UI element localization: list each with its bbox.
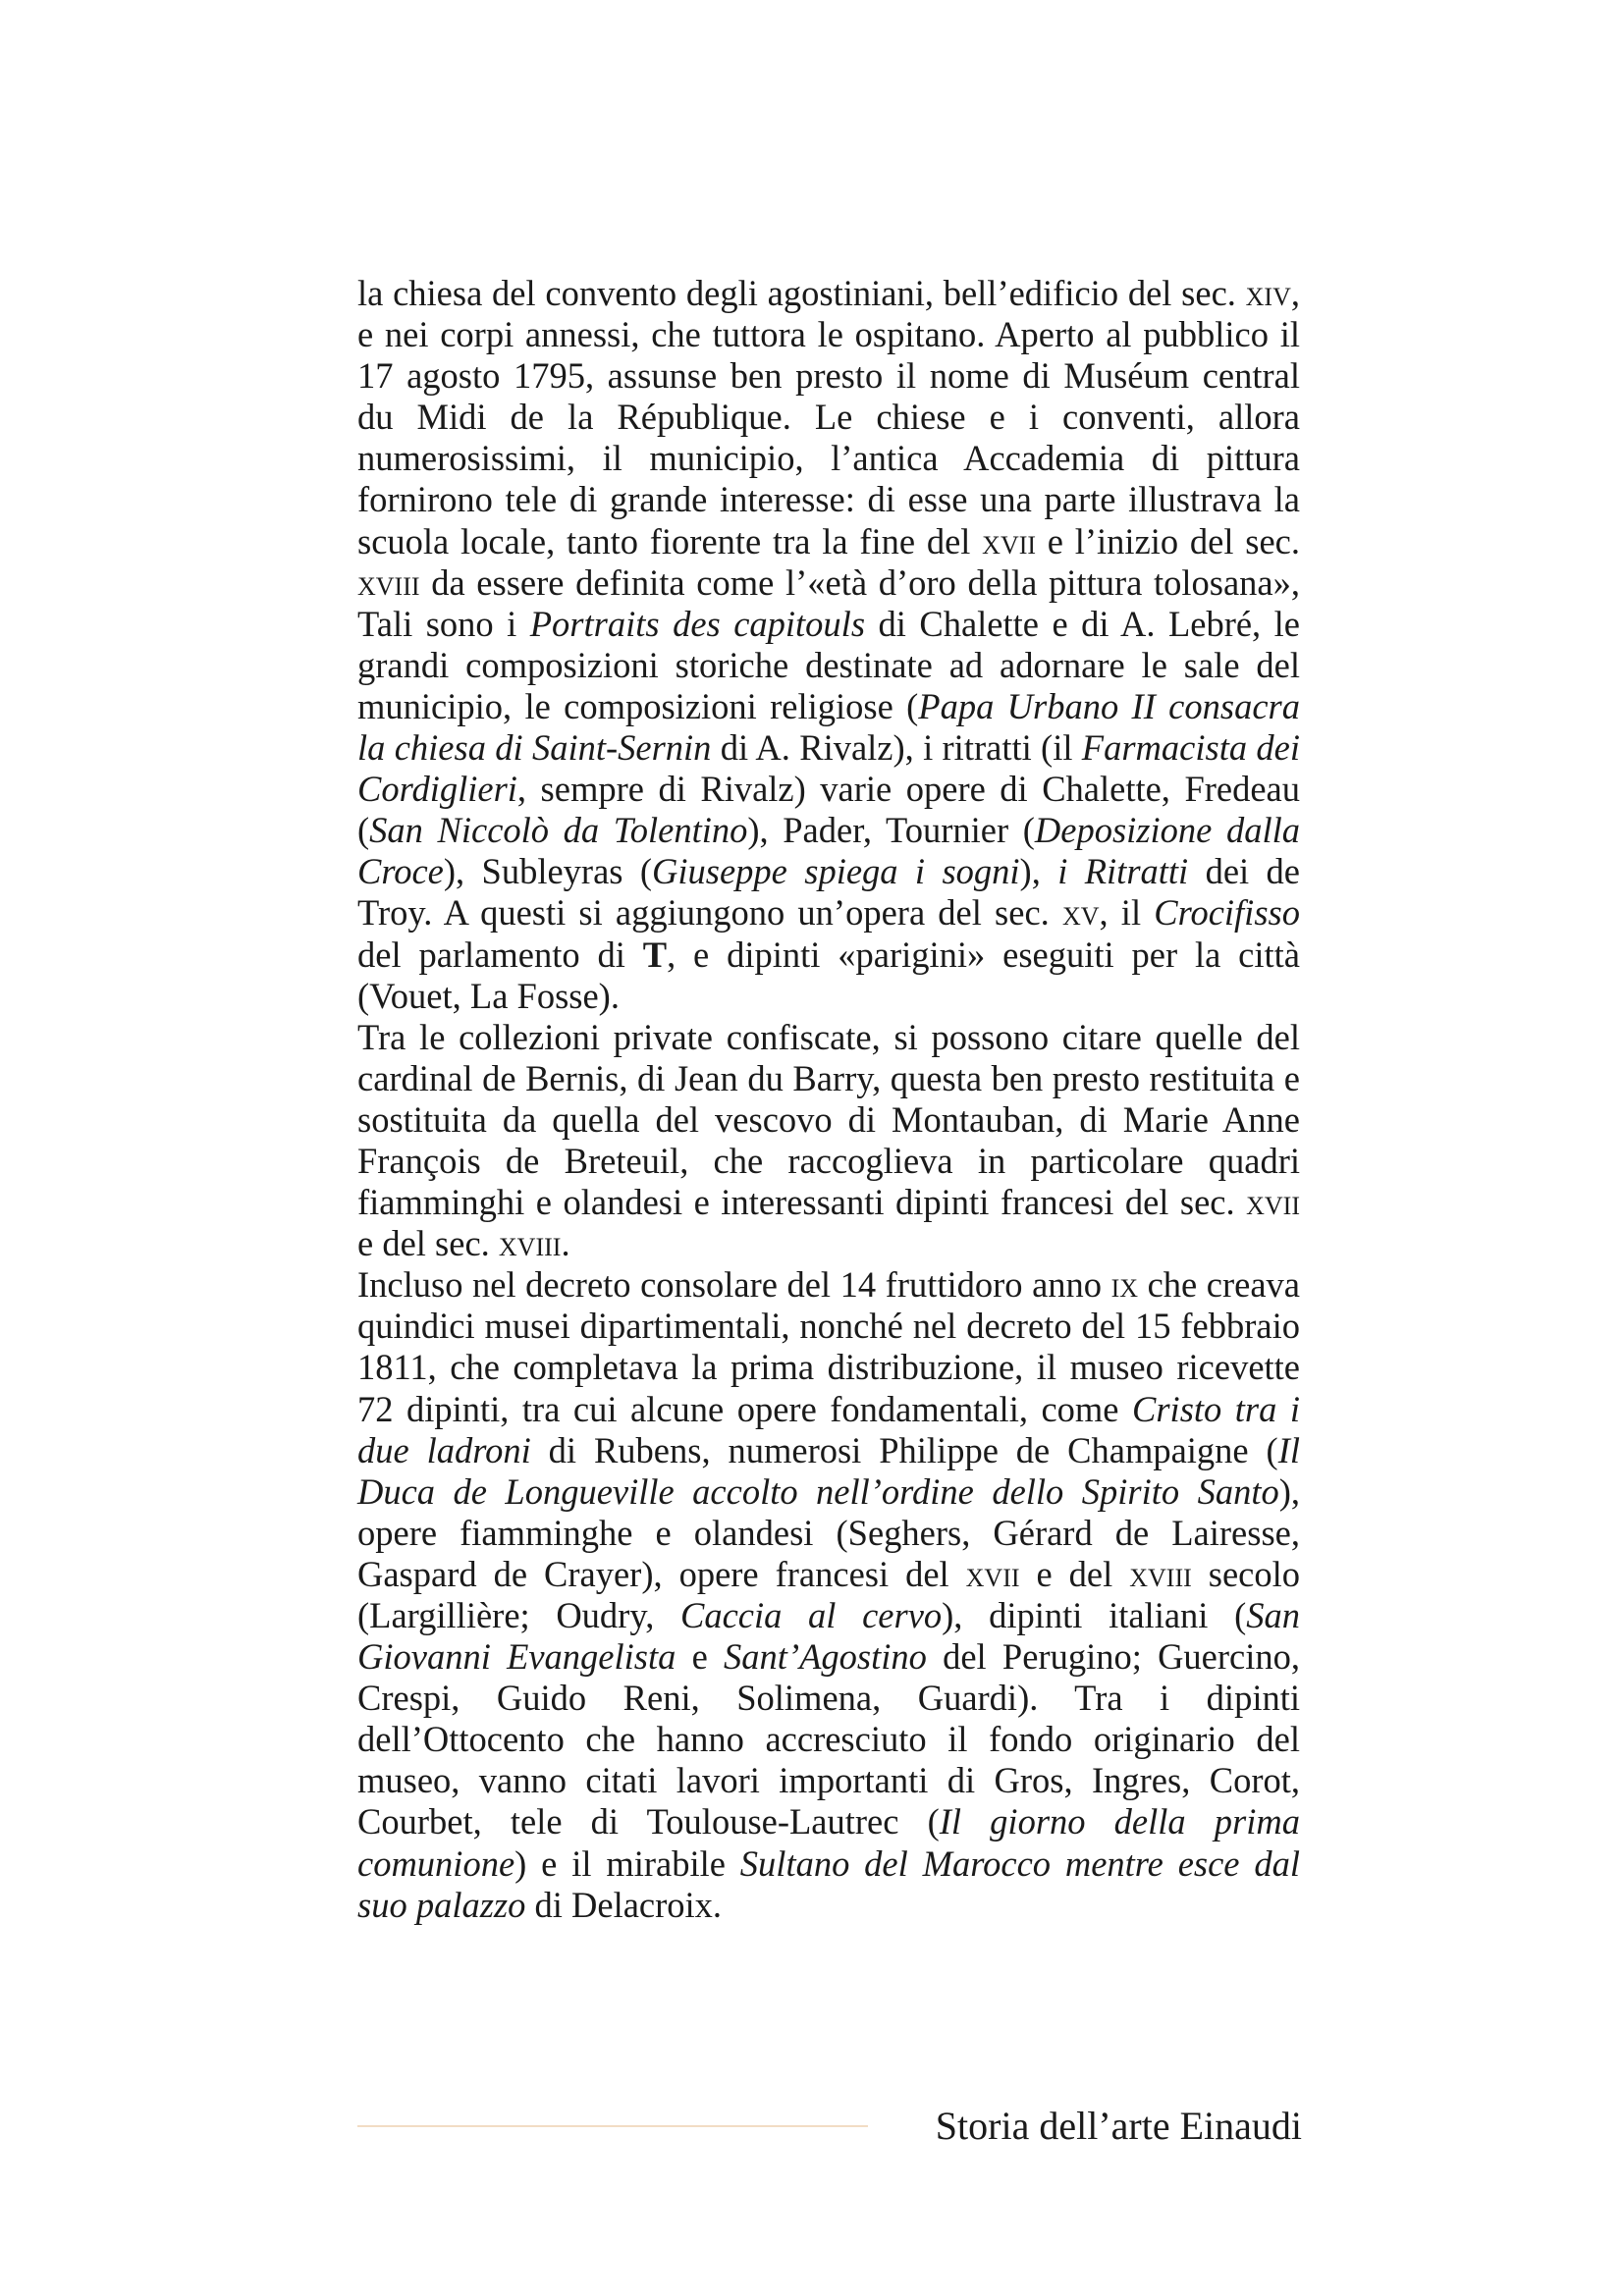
italic-title: Deposizione dalla Croce bbox=[357, 810, 1301, 892]
text-run: Tra le collezioni private confiscate, si possono citare quelle del cardinal de Bernis, di Jean du Barry, questa ben presto restituita e sostituita da quella del vescovo di Montauban, di Marie Anne François de Breteuil, che raccoglieva in particolare quadri fiamminghi e olandesi e interessanti dipinti francesi del sec. bbox=[357, 1016, 1300, 1223]
italic-title: Sultano del Marocco mentre esce dal suo palazzo bbox=[357, 1842, 1300, 1925]
page-footer bbox=[357, 2097, 1302, 2156]
roman-numeral: xviii bbox=[498, 1223, 562, 1264]
paragraph-3 bbox=[357, 1264, 1300, 1926]
text-run: , sempre di Rivalz) varie opere di Chalette, Fredeau ( bbox=[357, 769, 1300, 851]
text-run: e bbox=[676, 1636, 725, 1678]
footer-rule bbox=[357, 2125, 868, 2127]
text-run: che creava quindici musei dipartimentali, nonché nel decreto del 15 febbraio 1811, che completava la prima distribuzione, il museo ricevette 72 dipinti, tra cui alcune opere fondamentali, come bbox=[357, 1264, 1301, 1429]
bold-text: T bbox=[642, 934, 668, 975]
paragraph-2 bbox=[357, 1017, 1300, 1265]
italic-title: Sant’Agostino bbox=[724, 1636, 927, 1678]
text-run: la chiesa del convento degli agostiniani, bell’edificio del sec. bbox=[357, 273, 1246, 313]
italic-title: Il Duca de Longueville accolto nell’ordine dello Spirito Santo bbox=[357, 1429, 1300, 1512]
text-run: di A. Rivalz), i ritratti (il bbox=[711, 727, 1082, 769]
roman-numeral: xv bbox=[1061, 892, 1100, 934]
text-run: e del sec. bbox=[357, 1223, 499, 1264]
italic-title: Crocifisso bbox=[1154, 892, 1300, 934]
italic-title: i Ritratti bbox=[1057, 851, 1189, 892]
text-run: ), bbox=[1019, 851, 1058, 892]
italic-title: Papa Urbano II consacra la chiesa di Saint-Sernin bbox=[357, 685, 1300, 769]
roman-numeral: xviii bbox=[1129, 1553, 1192, 1594]
text-run: secolo (Largillière; Oudry, bbox=[357, 1553, 1301, 1635]
text-run: ), opere fiamminghe e olandesi (Seghers, Gérard de Lairesse, Gaspard de Crayer), opere francesi del bbox=[357, 1470, 1300, 1594]
italic-title: Portraits des capitouls bbox=[529, 603, 866, 644]
text-run: del parlamento di bbox=[357, 934, 643, 975]
italic-title: San Giovanni Evangelista bbox=[357, 1595, 1300, 1678]
text-run: Incluso nel decreto consolare del 14 fruttidoro anno bbox=[357, 1264, 1111, 1306]
text-run: . bbox=[561, 1223, 570, 1264]
body-text bbox=[357, 273, 1300, 1926]
roman-numeral: xviii bbox=[357, 561, 420, 603]
text-run: ), dipinti italiani ( bbox=[942, 1595, 1247, 1635]
text-run: ) e il mirabile bbox=[514, 1842, 740, 1884]
paragraph-1 bbox=[357, 273, 1300, 1017]
text-run: , e dipinti «parigini» eseguiti per la città (Vouet, La Fosse). bbox=[357, 934, 1300, 1016]
text-run: da essere definita come l’«età d’oro della pittura tolosana», Tali sono i bbox=[357, 561, 1300, 644]
text-run: , il bbox=[1099, 892, 1155, 934]
text-run: dei de Troy. A questi si aggiungono un’opera del sec. bbox=[357, 851, 1301, 934]
text-run: di Rubens, numerosi Philippe de Champaigne ( bbox=[530, 1429, 1278, 1470]
roman-numeral: xiv bbox=[1245, 273, 1291, 313]
text-run: , e nei corpi annessi, che tuttora le ospitano. Aperto al pubblico il 17 agosto 1795, assunse ben presto il nome di Muséum central du Midi de la République. Le chiese e i conventi, allora numerosissimi, il municipio, l’antica Accademia di pittura fornirono tele di grande interesse: di esse una parte illustrava la scuola locale, tanto fiorente tra la fine del bbox=[357, 273, 1300, 561]
roman-numeral: xvii bbox=[1246, 1182, 1300, 1223]
text-run: di Chalette e di A. Lebré, le grandi composizioni storiche destinate ad adornare le sale del municipio, le composizioni religiose ( bbox=[357, 603, 1300, 726]
roman-numeral: ix bbox=[1110, 1264, 1139, 1306]
text-run: e del bbox=[1019, 1553, 1130, 1594]
roman-numeral: xvii bbox=[965, 1553, 1020, 1594]
italic-title: Il giorno della prima comunione bbox=[357, 1801, 1300, 1884]
italic-title: Giuseppe spiega i sogni bbox=[652, 851, 1020, 892]
italic-title: Cristo tra i due ladroni bbox=[357, 1388, 1301, 1470]
italic-title: Caccia al cervo bbox=[680, 1595, 943, 1635]
text-run: ), Subleyras ( bbox=[443, 851, 653, 892]
footer-title: Storia dell’arte Einaudi bbox=[935, 2104, 1302, 2148]
text-run: e l’inizio del sec. bbox=[1036, 520, 1300, 561]
text-run: ), Pader, Tournier ( bbox=[747, 810, 1035, 851]
text-run: di Delacroix. bbox=[525, 1884, 723, 1925]
text-run: del Perugino; Guercino, Crespi, Guido Reni, Solimena, Guardi). Tra i dipinti dell’Ottocento che hanno accresciuto il fondo originario del museo, vanno citati lavori importanti di Gros, Ingres, Corot, Courbet, tele di Toulouse-Lautrec ( bbox=[357, 1636, 1300, 1842]
roman-numeral: xvii bbox=[982, 520, 1037, 561]
italic-title: Farmacista dei Cordiglieri bbox=[357, 727, 1300, 810]
italic-title: San Niccolò da Tolentino bbox=[369, 810, 748, 851]
